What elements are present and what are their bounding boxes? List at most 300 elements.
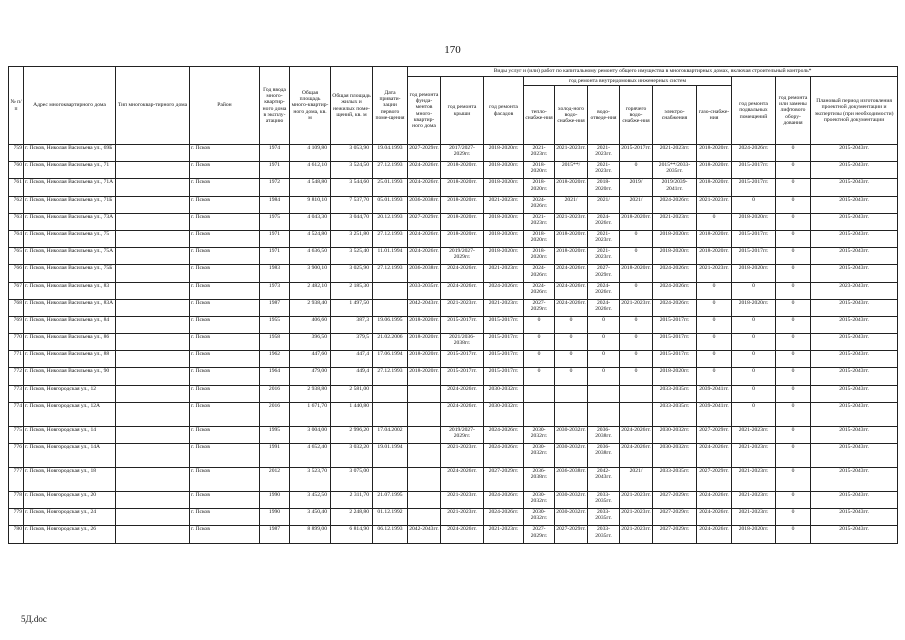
cell-elevator: 0: [776, 282, 811, 299]
cell-year: 1975: [260, 213, 290, 230]
cell-basement: 2021-2023гг.: [732, 492, 776, 509]
cell-planned: 2015-2043гг.: [811, 444, 898, 468]
col-systems-group: год ремонта внутридомовых инженерных систем: [524, 77, 732, 86]
cell-facade: 2021-2023гг.: [484, 265, 524, 282]
cell-elevator: 0: [776, 334, 811, 351]
cell-foundation: 2018-2020гг.: [408, 334, 441, 351]
cell-electric: 2024-2026гг.: [653, 299, 697, 316]
cell-total-area: 2 938,40: [290, 299, 331, 316]
cell-heat: 2018-2020гг.: [524, 162, 555, 179]
cell-cold-water: 0: [555, 316, 588, 333]
cell-heat: 2024-2026гг.: [524, 196, 555, 213]
cell-sewage: 0: [588, 368, 620, 385]
col-planned: Плановый период изготовления проектной документации и экспертизы (при необходимости) проектной документации: [811, 77, 898, 145]
cell-heat: 2027-2029гг.: [524, 526, 555, 543]
cell-sewage: 2018-2020гг.: [588, 179, 620, 196]
cell-total-area: 4 109,80: [290, 145, 331, 162]
cell-hot-water: 0: [620, 282, 653, 299]
cell-cold-water: 2018-2020гг.: [555, 179, 588, 196]
cell-heat: 2030-2032гг.: [524, 444, 555, 468]
cell-heat: [524, 385, 555, 402]
cell-num: 766: [9, 265, 24, 282]
table-row: [9, 426, 898, 443]
cell-electric: 2024-2026гг.: [653, 265, 697, 282]
col-works-group: Виды услуг и (или) работ по капитальному ремонту общего имущества в многоквартирных домах, включая строительный контроль*: [408, 67, 898, 77]
cell-privatization: 27.12.1993: [373, 368, 408, 385]
cell-electric: 2027-2029гг.: [653, 526, 697, 543]
cell-privatization: [373, 385, 408, 402]
cell-year: 1964: [260, 368, 290, 385]
cell-facade: 2027-2029гг.: [484, 468, 524, 492]
cell-hot-water: 2024-2026гг.: [620, 444, 653, 468]
cell-year: 1955: [260, 316, 290, 333]
cell-electric: 2030-2032гг.: [653, 444, 697, 468]
cell-heat: 2018-2020гг.: [524, 248, 555, 265]
cell-electric: 2024-2026гг.: [653, 282, 697, 299]
cell-sewage: 0: [588, 351, 620, 368]
cell-district: г. Псков: [190, 230, 260, 247]
cell-cold-water: 2030-2032гг.: [555, 426, 588, 443]
cell-heat: 0: [524, 334, 555, 351]
cell-foundation: 2018-2020гг.: [408, 368, 441, 385]
cell-roof: 2018-2020гг.: [441, 196, 484, 213]
cell-address: г. Псков, Николая Васильева ул., 75А: [24, 248, 116, 265]
cell-num: 774: [9, 402, 24, 426]
cell-electric: 2019/2039-2041гг.: [653, 179, 697, 196]
cell-heat: 0: [524, 316, 555, 333]
cell-planned: 2015-2043гг.: [811, 526, 898, 543]
cell-total-area: 9 810,10: [290, 196, 331, 213]
cell-type: [116, 385, 190, 402]
cell-planned: 2015-2043гг.: [811, 316, 898, 333]
cell-privatization: 17.04.2002: [373, 426, 408, 443]
cell-living-area: 3 524,50: [331, 162, 373, 179]
cell-num: 776: [9, 444, 24, 468]
cell-basement: 2021-2023гг.: [732, 444, 776, 468]
cell-hot-water: 0: [620, 248, 653, 265]
cell-type: [116, 265, 190, 282]
cell-living-area: 2 185,30: [331, 282, 373, 299]
cell-roof: 2024-2026гг.: [441, 526, 484, 543]
cell-planned: 2015-2043гг.: [811, 213, 898, 230]
table-row: [9, 299, 898, 316]
cell-total-area: 3 900,10: [290, 265, 331, 282]
cell-type: [116, 426, 190, 443]
cell-sewage: 2021/: [588, 196, 620, 213]
cell-living-area: 2 581,00: [331, 385, 373, 402]
cell-year: 1962: [260, 351, 290, 368]
cell-facade: 2018-2020гг.: [484, 213, 524, 230]
capital-repair-table: [8, 66, 898, 544]
table-body: [9, 145, 898, 544]
cell-type: [116, 230, 190, 247]
cell-sewage: 2021-2023гг.: [588, 248, 620, 265]
cell-elevator: 0: [776, 509, 811, 526]
cell-elevator: 0: [776, 196, 811, 213]
cell-elevator: 0: [776, 162, 811, 179]
cell-planned: 2015-2043гг.: [811, 230, 898, 247]
col-facade: год ремонта фасадов: [484, 77, 524, 145]
cell-electric: 2030-2032гг.: [653, 426, 697, 443]
cell-district: г. Псков: [190, 351, 260, 368]
cell-privatization: 05.01.1993: [373, 196, 408, 213]
cell-privatization: 19.01.1994: [373, 444, 408, 468]
cell-year: 1987: [260, 299, 290, 316]
cell-privatization: 11.01.1994: [373, 248, 408, 265]
cell-heat: 2030-2032гг.: [524, 426, 555, 443]
cell-sewage: 2033-2035гг.: [588, 509, 620, 526]
cell-district: г. Псков: [190, 213, 260, 230]
cell-elevator: 0: [776, 368, 811, 385]
cell-electric: 2021-2023гг.: [653, 213, 697, 230]
cell-type: [116, 299, 190, 316]
table-row: [9, 213, 898, 230]
table-row: [9, 179, 898, 196]
cell-foundation: 2027-2029гг.: [408, 213, 441, 230]
cell-sewage: [588, 402, 620, 426]
cell-elevator: 0: [776, 385, 811, 402]
cell-foundation: [408, 492, 441, 509]
cell-district: г. Псков: [190, 385, 260, 402]
cell-year: 1971: [260, 162, 290, 179]
cell-planned: 2015-2043гг.: [811, 426, 898, 443]
cell-year: 1990: [260, 492, 290, 509]
cell-cold-water: 2021/: [555, 196, 588, 213]
cell-gas: 2018-2020гг.: [697, 230, 732, 247]
cell-facade: 2018-2020гг.: [484, 230, 524, 247]
cell-hot-water: 2021-2023гг.: [620, 526, 653, 543]
table-row: [9, 282, 898, 299]
cell-elevator: 0: [776, 179, 811, 196]
table-row: [9, 162, 898, 179]
cell-address: г. Псков, Николая Васильева ул., 90: [24, 368, 116, 385]
cell-living-area: 3 025,90: [331, 265, 373, 282]
cell-roof: 2019/2027-2029гг.: [441, 426, 484, 443]
cell-planned: 2015-2043гг.: [811, 334, 898, 351]
col-total-area: Общая площадь много-квартир-ного дома, кв. м: [290, 67, 331, 145]
cell-gas: 2018-2020гг.: [697, 145, 732, 162]
cell-privatization: 20.12.1993: [373, 213, 408, 230]
cell-living-area: 3 544,60: [331, 179, 373, 196]
cell-elevator: 0: [776, 402, 811, 426]
cell-hot-water: 0: [620, 351, 653, 368]
page-number: 170: [444, 44, 461, 56]
cell-foundation: 2024-2026гг.: [408, 248, 441, 265]
cell-address: г. Псков, Николая Васильева ул., 73А: [24, 213, 116, 230]
cell-privatization: 21.07.1995: [373, 492, 408, 509]
cell-living-area: 3 053,90: [331, 145, 373, 162]
cell-heat: 2024-2026гг.: [524, 265, 555, 282]
cell-heat: 2036-2038гг.: [524, 468, 555, 492]
cell-living-area: 387,3: [331, 316, 373, 333]
cell-gas: 2039-2041гг.: [697, 385, 732, 402]
cell-gas: 0: [697, 368, 732, 385]
cell-type: [116, 282, 190, 299]
cell-num: 762: [9, 196, 24, 213]
cell-num: 772: [9, 368, 24, 385]
cell-facade: 2024-2026гг.: [484, 426, 524, 443]
cell-facade: 2030-2032гг.: [484, 385, 524, 402]
cell-num: 759: [9, 145, 24, 162]
cell-district: г. Псков: [190, 368, 260, 385]
cell-hot-water: 0: [620, 368, 653, 385]
cell-district: г. Псков: [190, 316, 260, 333]
cell-num: 760: [9, 162, 24, 179]
cell-num: 764: [9, 230, 24, 247]
cell-planned: 2015-2043гг.: [811, 145, 898, 162]
cell-basement: 2021-2023гг.: [732, 468, 776, 492]
cell-sewage: 0: [588, 316, 620, 333]
cell-facade: 2030-2032гг.: [484, 402, 524, 426]
cell-total-area: 396,50: [290, 334, 331, 351]
cell-sewage: 2033-2035гг.: [588, 492, 620, 509]
cell-type: [116, 179, 190, 196]
cell-sewage: 0: [588, 334, 620, 351]
col-roof: год ремонта крыши: [441, 77, 484, 145]
cell-cold-water: 2030-2032гг.: [555, 492, 588, 509]
cell-roof: 2015-2017гг.: [441, 351, 484, 368]
cell-district: г. Псков: [190, 402, 260, 426]
cell-address: г. Псков, Николая Васильева ул., 71А: [24, 179, 116, 196]
cell-roof: 2024-2026гг.: [441, 402, 484, 426]
cell-roof: 2024-2026гг.: [441, 468, 484, 492]
cell-year: 1987: [260, 526, 290, 543]
col-cold-water: холод-ного водо-снабже-ния: [555, 86, 588, 145]
cell-foundation: [408, 444, 441, 468]
cell-electric: 2027-2029гг.: [653, 509, 697, 526]
cell-gas: 2018-2020гг.: [697, 179, 732, 196]
cell-planned: 2023-2043гг.: [811, 282, 898, 299]
cell-sewage: 2027-2029гг.: [588, 265, 620, 282]
col-electric: электро-снабжения: [653, 86, 697, 145]
cell-district: г. Псков: [190, 334, 260, 351]
cell-foundation: [408, 426, 441, 443]
cell-hot-water: [620, 402, 653, 426]
cell-gas: 2027-2029гг.: [697, 468, 732, 492]
cell-foundation: 2042-2043гг.: [408, 526, 441, 543]
cell-cold-water: 2024-2026гг.: [555, 265, 588, 282]
cell-heat: 2018-2020гг.: [524, 179, 555, 196]
cell-planned: 2015-2043гг.: [811, 351, 898, 368]
cell-district: г. Псков: [190, 526, 260, 543]
cell-electric: 2033-2035гг.: [653, 402, 697, 426]
cell-heat: 2018-2020гг.: [524, 230, 555, 247]
cell-heat: 2021-2023гг.: [524, 145, 555, 162]
cell-elevator: 0: [776, 265, 811, 282]
cell-planned: 2015-2043гг.: [811, 248, 898, 265]
cell-heat: 2021-2023гг.: [524, 213, 555, 230]
cell-year: 1973: [260, 282, 290, 299]
cell-roof: 2018-2020гг.: [441, 213, 484, 230]
cell-address: г. Псков, Николая Васильева ул., 84: [24, 316, 116, 333]
cell-cold-water: 2030-2032гг.: [555, 509, 588, 526]
cell-basement: 0: [732, 385, 776, 402]
cell-year: 1984: [260, 196, 290, 213]
cell-total-area: 4 652,40: [290, 444, 331, 468]
col-district: Район: [190, 67, 260, 145]
cell-roof: 2019/2027-2029гг.: [441, 248, 484, 265]
col-year: Год ввода много-квартир-ного дома в эксплу-атацию: [260, 67, 290, 145]
cell-gas: 0: [697, 334, 732, 351]
cell-foundation: [408, 509, 441, 526]
cell-year: 1990: [260, 509, 290, 526]
cell-year: 1958: [260, 334, 290, 351]
cell-sewage: 2021-2023гг.: [588, 230, 620, 247]
table-row: [9, 230, 898, 247]
cell-hot-water: 0: [620, 334, 653, 351]
cell-sewage: 2036-2038гг.: [588, 426, 620, 443]
col-heat: тепло-снабже-ния: [524, 86, 555, 145]
cell-electric: 2033-2035гг.: [653, 468, 697, 492]
cell-address: г. Псков, Новгородская ул., 18: [24, 468, 116, 492]
cell-district: г. Псков: [190, 468, 260, 492]
cell-type: [116, 492, 190, 509]
cell-roof: 2024-2026гг.: [441, 385, 484, 402]
cell-planned: 2015-2043гг.: [811, 468, 898, 492]
cell-year: 2012: [260, 468, 290, 492]
cell-roof: 2015-2017гг.: [441, 316, 484, 333]
cell-planned: 2015-2043гг.: [811, 179, 898, 196]
cell-district: г. Псков: [190, 426, 260, 443]
cell-hot-water: 0: [620, 230, 653, 247]
cell-electric: 2021-2023гг.: [653, 145, 697, 162]
cell-basement: 0: [732, 402, 776, 426]
cell-foundation: 2033-2035гг.: [408, 282, 441, 299]
cell-district: г. Псков: [190, 179, 260, 196]
table-row: [9, 248, 898, 265]
cell-sewage: 2024-2026гг.: [588, 299, 620, 316]
cell-address: г. Псков, Новгородская ул., 26: [24, 526, 116, 543]
cell-total-area: 2 482,10: [290, 282, 331, 299]
cell-foundation: 2036-2038гг.: [408, 265, 441, 282]
cell-cold-water: [555, 385, 588, 402]
cell-num: 761: [9, 179, 24, 196]
cell-elevator: 0: [776, 316, 811, 333]
cell-planned: 2015-2043гг.: [811, 385, 898, 402]
cell-district: г. Псков: [190, 282, 260, 299]
cell-num: 777: [9, 468, 24, 492]
cell-heat: [524, 402, 555, 426]
cell-cold-water: 2015**/: [555, 162, 588, 179]
cell-num: 778: [9, 492, 24, 509]
cell-address: г. Псков, Новгородская ул., 14: [24, 426, 116, 443]
cell-privatization: [373, 468, 408, 492]
cell-foundation: [408, 385, 441, 402]
cell-electric: 2015**/2033-2035гг.: [653, 162, 697, 179]
cell-basement: 2018-2020гг.: [732, 526, 776, 543]
cell-gas: 2018-2020гг.: [697, 248, 732, 265]
cell-total-area: 4 548,80: [290, 179, 331, 196]
table-row: [9, 196, 898, 213]
cell-basement: 2024-2026гг.: [732, 145, 776, 162]
cell-living-area: 3 044,70: [331, 213, 373, 230]
cell-heat: 2024-2026гг.: [524, 282, 555, 299]
cell-basement: 2018-2020гг.: [732, 299, 776, 316]
cell-facade: 2015-2017гг.: [484, 316, 524, 333]
cell-roof: 2021-2023гг.: [441, 299, 484, 316]
cell-type: [116, 248, 190, 265]
cell-num: 763: [9, 213, 24, 230]
cell-cold-water: 2021-2023гг.: [555, 145, 588, 162]
cell-electric: 2024-2026гг.: [653, 196, 697, 213]
cell-facade: 2021-2023гг.: [484, 526, 524, 543]
cell-roof: 2017/2027-2029гг.: [441, 145, 484, 162]
table-row: [9, 334, 898, 351]
cell-planned: 2015-2043гг.: [811, 162, 898, 179]
cell-basement: 2018-2020гг.: [732, 265, 776, 282]
cell-num: 773: [9, 385, 24, 402]
cell-district: г. Псков: [190, 196, 260, 213]
cell-district: г. Псков: [190, 162, 260, 179]
cell-gas: 0: [697, 213, 732, 230]
cell-year: 1995: [260, 426, 290, 443]
cell-address: г. Псков, Николая Васильева ул., 71: [24, 162, 116, 179]
cell-hot-water: 2015-2017гг.: [620, 145, 653, 162]
cell-gas: 0: [697, 299, 732, 316]
cell-basement: 2015-2017гг.: [732, 230, 776, 247]
cell-year: 1974: [260, 145, 290, 162]
cell-type: [116, 509, 190, 526]
table-row: [9, 385, 898, 402]
col-hot-water: горячего водо-снабже-ния: [620, 86, 653, 145]
cell-total-area: 4 636,50: [290, 248, 331, 265]
cell-living-area: 447,4: [331, 351, 373, 368]
table-row: [9, 492, 898, 509]
cell-type: [116, 316, 190, 333]
cell-type: [116, 526, 190, 543]
cell-electric: 2033-2035гг.: [653, 385, 697, 402]
cell-type: [116, 213, 190, 230]
cell-gas: 2039-2041гг.: [697, 402, 732, 426]
cell-elevator: 0: [776, 444, 811, 468]
cell-privatization: 17.06.1994: [373, 351, 408, 368]
cell-gas: 2021-2023гг.: [697, 265, 732, 282]
cell-living-area: 2 248,80: [331, 509, 373, 526]
cell-cold-water: 0: [555, 334, 588, 351]
cell-type: [116, 196, 190, 213]
cell-sewage: 2036-2038гг.: [588, 444, 620, 468]
table-row: [9, 402, 898, 426]
cell-basement: 0: [732, 282, 776, 299]
cell-planned: 2015-2043гг.: [811, 299, 898, 316]
cell-hot-water: 2018-2020гг.: [620, 265, 653, 282]
cell-facade: 2018-2020гг.: [484, 145, 524, 162]
table-row: [9, 145, 898, 162]
cell-address: г. Псков, Новгородская ул., 24: [24, 509, 116, 526]
cell-total-area: 4 612,10: [290, 162, 331, 179]
cell-district: г. Псков: [190, 145, 260, 162]
col-gas: газо-снабже-ния: [697, 86, 732, 145]
cell-planned: 2015-2043гг.: [811, 402, 898, 426]
cell-year: 1991: [260, 444, 290, 468]
cell-foundation: 2027-2029гг.: [408, 145, 441, 162]
cell-cold-water: 2024-2026гг.: [555, 299, 588, 316]
cell-facade: 2024-2026гг.: [484, 444, 524, 468]
cell-roof: 2021-2023гг.: [441, 509, 484, 526]
cell-total-area: 479,00: [290, 368, 331, 385]
cell-elevator: 0: [776, 468, 811, 492]
cell-privatization: 19.06.1995: [373, 316, 408, 333]
cell-planned: 2015-2043гг.: [811, 368, 898, 385]
cell-district: г. Псков: [190, 509, 260, 526]
cell-electric: 2015-2017гг.: [653, 351, 697, 368]
cell-cold-water: 2018-2020гг.: [555, 248, 588, 265]
cell-privatization: 06.12.1993: [373, 526, 408, 543]
footer-filename: 5Д.doc: [21, 614, 47, 624]
cell-roof: 2018-2020гг.: [441, 162, 484, 179]
cell-type: [116, 468, 190, 492]
cell-basement: 2015-2017гг.: [732, 162, 776, 179]
